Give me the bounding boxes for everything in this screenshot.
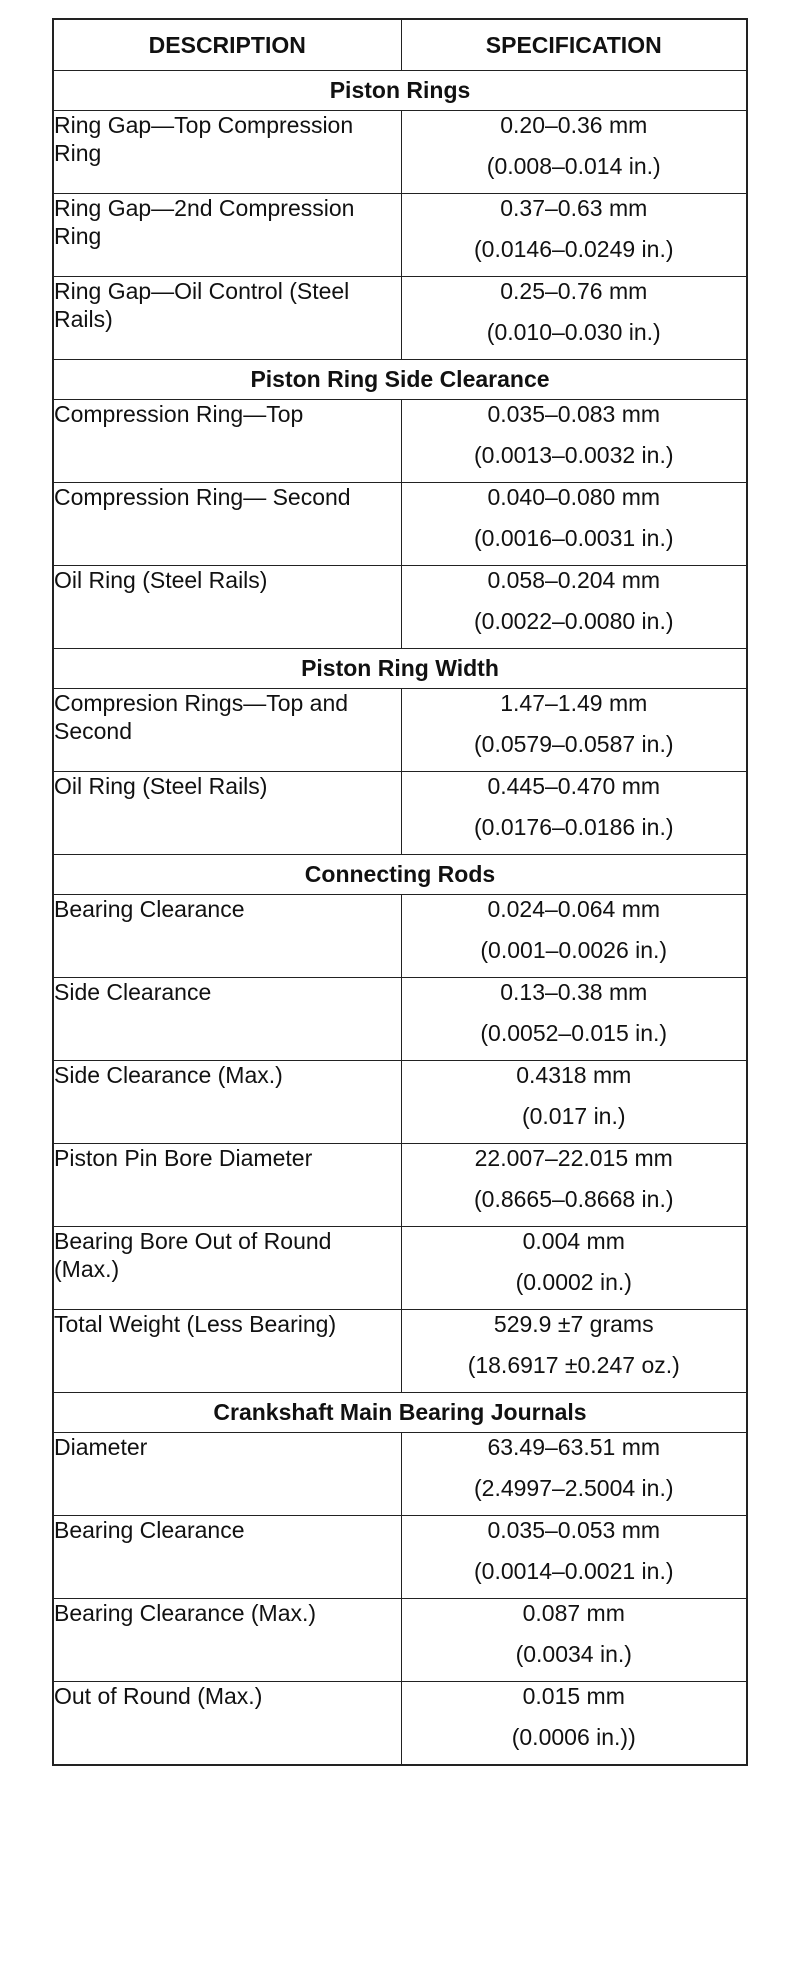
table-row bbox=[53, 1433, 747, 1516]
section-title: Piston Ring Side Clearance bbox=[53, 360, 747, 400]
specification-table bbox=[52, 18, 748, 1766]
metric-value: 63.49–63.51 mm bbox=[487, 1434, 661, 1460]
metric-value: 0.035–0.083 mm bbox=[487, 401, 661, 427]
specification-cell bbox=[401, 772, 747, 855]
imperial-value: (0.8665–0.8668 in.) bbox=[474, 1186, 674, 1212]
metric-value: 0.445–0.470 mm bbox=[487, 773, 661, 799]
metric-value: 0.004 mm bbox=[522, 1228, 625, 1254]
imperial-value: (0.0176–0.0186 in.) bbox=[474, 814, 674, 840]
section-header-row bbox=[53, 71, 747, 111]
section-header-row bbox=[53, 649, 747, 689]
table-row bbox=[53, 772, 747, 855]
imperial-value: (0.0052–0.015 in.) bbox=[480, 1020, 668, 1046]
metric-value: 0.015 mm bbox=[522, 1683, 625, 1709]
description-cell: Compression Ring— Second bbox=[53, 483, 401, 566]
section-header-row bbox=[53, 1393, 747, 1433]
description-cell: Out of Round (Max.) bbox=[53, 1682, 401, 1766]
header-row bbox=[53, 19, 747, 71]
table-row bbox=[53, 566, 747, 649]
imperial-value: (0.0022–0.0080 in.) bbox=[474, 608, 674, 634]
imperial-value: (0.0002 in.) bbox=[515, 1269, 632, 1295]
metric-value: 0.20–0.36 mm bbox=[500, 112, 648, 138]
imperial-value: (0.0006 in.)) bbox=[511, 1724, 636, 1750]
description-cell: Side Clearance (Max.) bbox=[53, 1061, 401, 1144]
specification-cell bbox=[401, 1310, 747, 1393]
description-cell: Oil Ring (Steel Rails) bbox=[53, 772, 401, 855]
specification-cell bbox=[401, 1433, 747, 1516]
description-column-header: DESCRIPTION bbox=[53, 19, 401, 71]
specification-cell bbox=[401, 1516, 747, 1599]
imperial-value: (0.017 in.) bbox=[521, 1103, 626, 1129]
description-cell: Ring Gap—2nd Compression Ring bbox=[53, 194, 401, 277]
section-header-row bbox=[53, 855, 747, 895]
metric-value: 0.37–0.63 mm bbox=[500, 195, 648, 221]
table-row bbox=[53, 111, 747, 194]
specification-cell bbox=[401, 566, 747, 649]
table-row bbox=[53, 1682, 747, 1766]
specification-cell bbox=[401, 111, 747, 194]
specification-cell bbox=[401, 194, 747, 277]
table-row bbox=[53, 895, 747, 978]
description-cell: Piston Pin Bore Diameter bbox=[53, 1144, 401, 1227]
section-header-row bbox=[53, 360, 747, 400]
imperial-value: (0.0016–0.0031 in.) bbox=[474, 525, 674, 551]
specification-cell bbox=[401, 978, 747, 1061]
description-cell: Bearing Clearance bbox=[53, 895, 401, 978]
description-cell: Compression Ring—Top bbox=[53, 400, 401, 483]
table-row bbox=[53, 277, 747, 360]
description-cell: Bearing Bore Out of Round (Max.) bbox=[53, 1227, 401, 1310]
table-row bbox=[53, 689, 747, 772]
table-row bbox=[53, 1599, 747, 1682]
table-row bbox=[53, 400, 747, 483]
specification-table-body bbox=[53, 19, 747, 1765]
description-cell: Diameter bbox=[53, 1433, 401, 1516]
metric-value: 0.4318 mm bbox=[516, 1062, 632, 1088]
description-cell: Side Clearance bbox=[53, 978, 401, 1061]
imperial-value: (18.6917 ±0.247 oz.) bbox=[467, 1352, 680, 1378]
section-title: Piston Rings bbox=[53, 71, 747, 111]
table-row bbox=[53, 483, 747, 566]
metric-value: 22.007–22.015 mm bbox=[474, 1145, 673, 1171]
specification-cell bbox=[401, 1227, 747, 1310]
imperial-value: (0.0013–0.0032 in.) bbox=[474, 442, 674, 468]
description-cell: Bearing Clearance (Max.) bbox=[53, 1599, 401, 1682]
metric-value: 0.035–0.053 mm bbox=[487, 1517, 661, 1543]
metric-value: 0.040–0.080 mm bbox=[487, 484, 661, 510]
specification-cell bbox=[401, 1682, 747, 1766]
specification-cell bbox=[401, 689, 747, 772]
table-row bbox=[53, 1516, 747, 1599]
description-cell: Bearing Clearance bbox=[53, 1516, 401, 1599]
description-cell: Compresion Rings—Top and Second bbox=[53, 689, 401, 772]
table-row bbox=[53, 1227, 747, 1310]
specification-cell bbox=[401, 895, 747, 978]
specification-cell bbox=[401, 400, 747, 483]
description-cell: Ring Gap—Top Compression Ring bbox=[53, 111, 401, 194]
metric-value: 0.087 mm bbox=[522, 1600, 625, 1626]
specification-cell bbox=[401, 277, 747, 360]
imperial-value: (0.010–0.030 in.) bbox=[486, 319, 661, 345]
imperial-value: (0.0014–0.0021 in.) bbox=[474, 1558, 674, 1584]
metric-value: 0.024–0.064 mm bbox=[487, 896, 661, 922]
section-title: Crankshaft Main Bearing Journals bbox=[53, 1393, 747, 1433]
specification-cell bbox=[401, 1599, 747, 1682]
imperial-value: (0.008–0.014 in.) bbox=[486, 153, 661, 179]
specification-cell bbox=[401, 483, 747, 566]
table-row bbox=[53, 1144, 747, 1227]
imperial-value: (0.001–0.0026 in.) bbox=[480, 937, 668, 963]
description-cell: Ring Gap—Oil Control (Steel Rails) bbox=[53, 277, 401, 360]
description-cell: Total Weight (Less Bearing) bbox=[53, 1310, 401, 1393]
table-row bbox=[53, 1310, 747, 1393]
table-row bbox=[53, 978, 747, 1061]
metric-value: 0.058–0.204 mm bbox=[487, 567, 661, 593]
table-row bbox=[53, 194, 747, 277]
metric-value: 0.25–0.76 mm bbox=[500, 278, 648, 304]
imperial-value: (0.0034 in.) bbox=[515, 1641, 632, 1667]
table-row bbox=[53, 1061, 747, 1144]
specification-cell bbox=[401, 1061, 747, 1144]
imperial-value: (2.4997–2.5004 in.) bbox=[474, 1475, 674, 1501]
imperial-value: (0.0146–0.0249 in.) bbox=[474, 236, 674, 262]
metric-value: 529.9 ±7 grams bbox=[493, 1311, 654, 1337]
description-cell: Oil Ring (Steel Rails) bbox=[53, 566, 401, 649]
specification-cell bbox=[401, 1144, 747, 1227]
imperial-value: (0.0579–0.0587 in.) bbox=[474, 731, 674, 757]
section-title: Connecting Rods bbox=[53, 855, 747, 895]
section-title: Piston Ring Width bbox=[53, 649, 747, 689]
specification-column-header: SPECIFICATION bbox=[401, 19, 747, 71]
metric-value: 0.13–0.38 mm bbox=[500, 979, 648, 1005]
metric-value: 1.47–1.49 mm bbox=[500, 690, 648, 716]
